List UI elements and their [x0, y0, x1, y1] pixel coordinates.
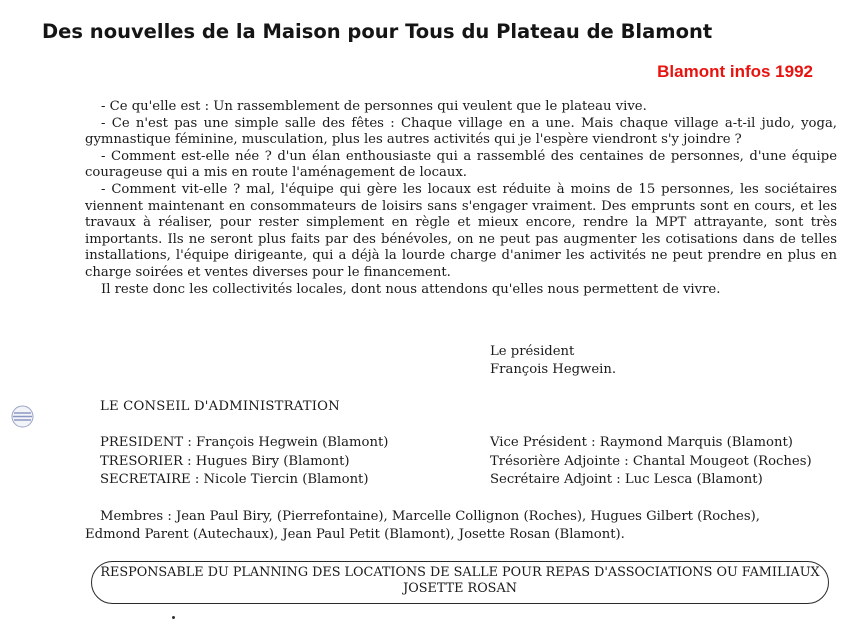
article-paragraph: Il reste donc les collectivités locales, dont nous attendons qu'elles nous permettent de vivre. [101, 281, 721, 297]
planning-box [91, 561, 829, 604]
officer-secretary: SECRETAIRE : Nicole Tiercin (Blamont) [100, 472, 369, 487]
planning-line-1: RESPONSABLE DU PLANNING DES LOCATIONS DE SALLE POUR REPAS D'ASSOCIATIONS OU FAMILIAUX [100, 565, 820, 580]
scan-speck [172, 616, 175, 619]
planning-line-2: JOSETTE ROSAN [403, 580, 517, 596]
officer-treasurer: TRESORIER : Hugues Biry (Blamont) [100, 453, 350, 469]
members-text: Membres : Jean Paul Biry, (Pierrefontaine), Marcelle Collignon (Roches), Hugues Gilbert (Roches), Edmond Parent (Autechaux), Jean Paul Petit (Blamont), Josette Rosan (Blamont). [85, 509, 760, 542]
ring-binder-hole-icon [11, 405, 34, 428]
officer-president: PRESIDENT : François Hegwein (Blamont) [100, 435, 389, 450]
signature-role: Le président [490, 344, 575, 359]
officers-right-column [490, 434, 812, 490]
article-body [85, 99, 837, 298]
officers-left-column [100, 434, 388, 490]
council-title: LE CONSEIL D'ADMINISTRATION [100, 399, 340, 414]
headline-title: Des nouvelles de la Maison pour Tous du Plateau de Blamont [42, 20, 713, 43]
source-tag: Blamont infos 1992 [657, 62, 813, 81]
article-paragraph: - Ce qu'elle est : Un rassemblement de personnes qui veulent que le plateau vive. [101, 99, 647, 114]
article-paragraph: - Comment est-elle née ? d'un élan enthousiaste qui a rassemblé des centaines de personnes, d'une équipe courageuse qui a mis en route l'aménagement de locaux. [85, 148, 837, 181]
article-paragraph: - Comment vit-elle ? mal, l'équipe qui gère les locaux est réduite à moins de 15 personnes, les sociétaires viennent maintenant en consommateurs de loisirs sans s'engager vraiment. Des emprunts sont en cours, et les travaux à réaliser, pour rester simplement en règle et mieux encore, rendre la MPT attrayante, sont très importants. Ils ne seront plus faits par des bénévoles, on ne peut pas augmenter les cotisations dans de telles installations, l'équipe dirigeante, qui a déjà la lourde charge d'animer les activités ne peut prendre en plus en charge soirées et ventes diverses pour le financement. [85, 181, 837, 280]
officer-deputy-secretary: Secrétaire Adjoint : Luc Lesca (Blamont) [490, 472, 763, 487]
officer-vice-president: Vice Président : Raymond Marquis (Blamont) [490, 435, 793, 450]
officer-deputy-treasurer: Trésorière Adjointe : Chantal Mougeot (Roches) [490, 453, 812, 469]
signature-name: François Hegwein. [490, 362, 617, 377]
signature-block [490, 343, 616, 379]
members-list [85, 508, 803, 544]
article-paragraph: - Ce n'est pas une simple salle des fêtes : Chaque village en a une. Mais chaque village a-t-il judo, yoga, gymnastique féminine, musculation, plus les autres activités qui je l'espère viendront s'y joindre ? [85, 115, 837, 148]
